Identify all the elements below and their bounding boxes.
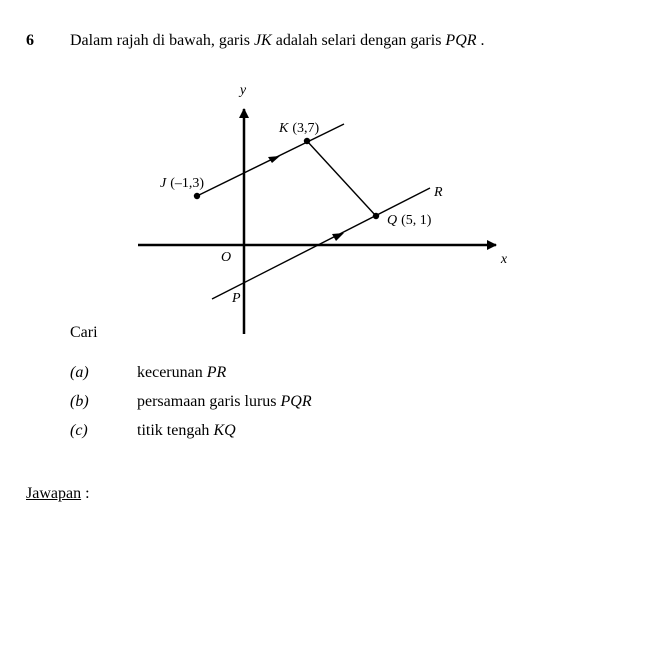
part-label: (a) xyxy=(70,364,89,381)
find-label: Cari xyxy=(70,324,98,341)
part-text: titik tengah xyxy=(137,422,214,439)
x-axis-label: x xyxy=(500,252,508,267)
point-q-label xyxy=(387,213,432,228)
part-b xyxy=(70,393,312,411)
point-k-label xyxy=(278,121,320,136)
question-text-part: . xyxy=(476,32,485,49)
point-r-label: R xyxy=(434,185,443,200)
parallel-arrow-icon xyxy=(268,156,280,163)
point-j-label xyxy=(160,176,204,191)
answer-label-text: Jawapan xyxy=(26,485,82,502)
part-italic: KQ xyxy=(213,422,236,439)
part-text: kecerunan xyxy=(137,364,207,381)
point-j xyxy=(194,193,200,199)
origin-label: O xyxy=(220,250,232,265)
line-pqr-label: PQR xyxy=(445,32,477,49)
part-italic: PQR xyxy=(280,393,312,410)
question-text-part: Dalam rajah di bawah, garis xyxy=(70,32,254,49)
point-q-name: Q xyxy=(387,213,398,228)
point-k-name: K xyxy=(279,121,289,136)
point-k-coords: (3,7) xyxy=(292,121,320,136)
part-c xyxy=(70,422,236,440)
part-label: (b) xyxy=(70,393,89,410)
y-axis-label: y xyxy=(239,83,247,98)
parallel-arrow-icon xyxy=(332,233,344,241)
answer-label-suffix: : xyxy=(81,485,90,502)
point-q xyxy=(373,213,379,219)
segment-kq xyxy=(307,141,376,216)
question-text-part: adalah selari dengan garis xyxy=(271,32,446,49)
point-j-coords: (–1,3) xyxy=(170,176,205,191)
point-j-name: J xyxy=(160,176,167,191)
question-number: 6 xyxy=(26,32,34,49)
part-label: (c) xyxy=(70,422,88,439)
answer-label xyxy=(26,485,90,503)
part-text: persamaan garis lurus xyxy=(137,393,281,410)
point-p-label: P xyxy=(232,291,241,306)
point-k xyxy=(304,138,310,144)
line-jk-label: JK xyxy=(253,32,272,49)
part-italic: PR xyxy=(206,364,227,381)
part-a xyxy=(70,364,226,382)
point-q-coords: (5, 1) xyxy=(401,213,432,228)
